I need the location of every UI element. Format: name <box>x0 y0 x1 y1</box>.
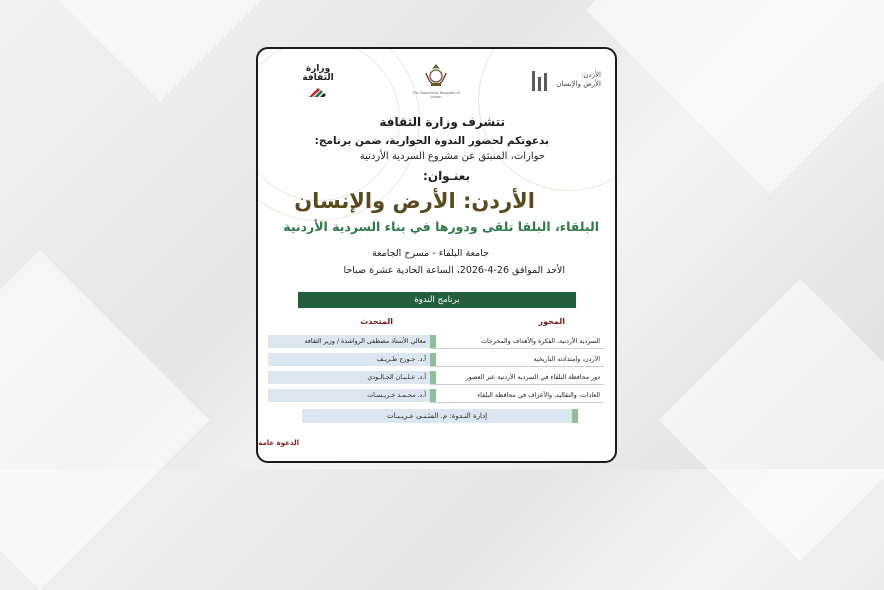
public-invitation-note: الدعوة عامة <box>258 439 299 447</box>
crest-caption: The Hashemite Kingdom of Jordan <box>412 91 460 99</box>
intro-line-2: بدعوتكم لحضور الندوة الحوارية، ضمن برنامج: <box>314 135 549 147</box>
speaker-row: أ.د. عـلـيـان الجـالـودي <box>268 371 436 384</box>
speaker-row: أ.د. جـورج طـريـف <box>268 353 436 366</box>
background-shape <box>659 279 884 562</box>
event-date: الأحد الموافق 26-4-2026، الساعة الحادية عشرة صباحا <box>343 265 565 276</box>
topic-row: السردية الأردنية، الفكرة والأهداف والمخرجات <box>430 335 604 349</box>
invitation-card <box>256 47 617 463</box>
speaker-row: أ.د. محـمـد خـريـسـات <box>268 389 436 402</box>
crest-icon <box>423 63 449 87</box>
brand-logo <box>530 69 601 91</box>
event-subtitle: البلقاء، البلقا تلقى ودورها في بناء السردية الأردنية <box>283 219 599 234</box>
intro-line-3: حوارات، المنبثق عن مشروع السردية الأردنية <box>359 151 545 162</box>
intro-line-1: تتشرف وزارة الثقافة <box>379 115 505 129</box>
intro-line-4: بعنـوان: <box>423 169 470 183</box>
event-title: الأردن: الأرض والإنسان <box>294 189 535 213</box>
background-shape <box>0 250 210 589</box>
topic-row: دور محافظة البلقاء في السردية الأردنية عبر العصور <box>430 371 604 385</box>
event-venue: جامعة البلقاء - مسرح الجامعة <box>371 248 489 259</box>
ministry-flag-icon <box>308 86 328 98</box>
brand-line-1: الأردن: <box>581 71 601 79</box>
topic-row: الأردن، وامتدادته التاريخية <box>430 353 604 367</box>
speaker-column-header: المتحدث <box>360 317 393 326</box>
background-shape <box>586 0 884 194</box>
ministry-logo <box>298 65 338 102</box>
program-banner: برنامج الندوة <box>298 292 576 308</box>
brand-mark-icon <box>530 69 552 91</box>
brand-line-2: الأرض والإنسان <box>556 80 601 88</box>
topic-row: العادات، والتقاليد، والأعراف في محافظة البلقاء <box>430 389 604 403</box>
brand-logo-text <box>556 71 601 89</box>
moderator-line: إدارة النـدوة: م. المثـنـى عـريـبـات <box>302 409 578 423</box>
speaker-row: معالي الأستاذ مصطفى الرواشدة / وزير الثقافة <box>268 335 436 348</box>
jordan-crest <box>410 63 462 99</box>
ministry-logo-text: وزارة الثقافة <box>302 64 334 83</box>
topic-column-header: المحور <box>538 317 565 326</box>
